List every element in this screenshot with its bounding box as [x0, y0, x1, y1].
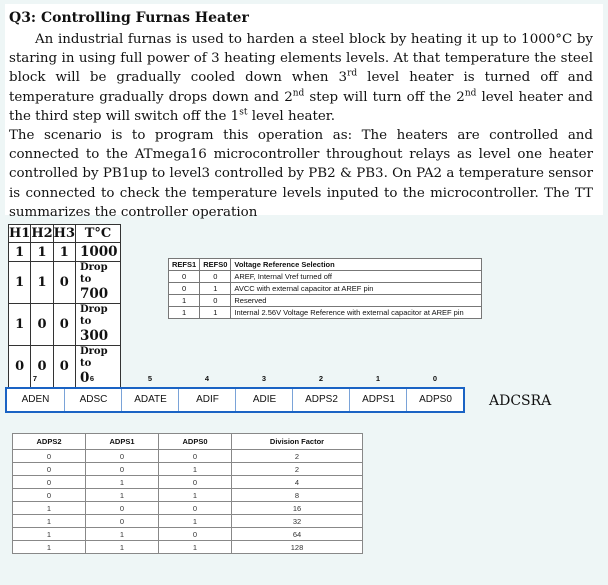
cell-h3: 1	[53, 243, 75, 262]
refs-header-refs1: REFS1	[169, 259, 200, 271]
adps-row	[13, 476, 363, 489]
adps-table	[12, 433, 363, 554]
bit-name-aden: ADEN	[21, 394, 50, 405]
adps-cell: 1	[13, 528, 86, 541]
refs-cell: 0	[169, 283, 200, 295]
bit-number: 2	[318, 374, 324, 383]
adps-cell: 1	[159, 463, 232, 476]
adps-cell: 0	[159, 450, 232, 463]
header-h3: H3	[53, 226, 75, 241]
bit-number: 5	[147, 374, 153, 383]
cell-h1: 1	[9, 243, 31, 262]
adps-cell: 1	[159, 515, 232, 528]
adps-header-row	[13, 434, 363, 450]
adps-cell: 16	[232, 502, 363, 515]
cell-h3: 0	[53, 262, 75, 304]
heater-row	[9, 262, 121, 304]
bit-name-adps0: ADPS0	[406, 389, 464, 411]
adps-row	[13, 502, 363, 515]
cell-temp	[75, 243, 120, 262]
adps-row	[13, 450, 363, 463]
p1-text-e: level heater.	[247, 108, 335, 124]
refs-row	[169, 271, 482, 283]
adps-cell: 1	[13, 541, 86, 554]
cell-temp	[75, 304, 120, 346]
adps-cell: 128	[232, 541, 363, 554]
adps-header: ADPS0	[159, 434, 232, 450]
adps-cell: 1	[159, 489, 232, 502]
temp-value: 700	[79, 286, 109, 302]
cell-h1: 1	[9, 262, 31, 304]
cell-h2: 1	[31, 262, 53, 304]
cell-h1: 0	[9, 346, 31, 388]
adps-cell: 64	[232, 528, 363, 541]
adps-cell: 1	[86, 541, 159, 554]
bit-name-adsc: ADSC	[64, 389, 122, 411]
adps-cell: 4	[232, 476, 363, 489]
refs-row	[169, 283, 482, 295]
adps-row	[13, 515, 363, 528]
refs-cell: 1	[169, 295, 200, 307]
adps-cell: 1	[86, 489, 159, 502]
adps-cell: 0	[86, 450, 159, 463]
refs-header-refs0: REFS0	[200, 259, 231, 271]
temp-value: 0	[79, 370, 90, 386]
bit-name-adps1: ADPS1	[349, 389, 407, 411]
bit-name-row	[5, 387, 465, 413]
adps-cell: 0	[159, 502, 232, 515]
refs-header-row	[169, 259, 482, 271]
bit-name-adps2: ADPS2	[292, 389, 350, 411]
header-h1: H1	[9, 226, 31, 241]
adps-cell: 0	[86, 463, 159, 476]
p1-sup-4: st	[239, 107, 248, 118]
refs-cell: AREF, Internal Vref turned off	[231, 271, 482, 283]
bit-number: 3	[261, 374, 267, 383]
adps-cell: 0	[159, 528, 232, 541]
p1-sup-3: nd	[464, 88, 477, 99]
adps-cell: 0	[13, 476, 86, 489]
drop-to-label: Drop to	[79, 304, 108, 327]
adps-header: ADPS1	[86, 434, 159, 450]
refs-cell: 0	[200, 295, 231, 307]
cell-h2: 0	[31, 346, 53, 388]
adps-cell: 0	[13, 450, 86, 463]
bit-name-adie: ADIE	[235, 389, 293, 411]
bit-name-adif: ADIF	[178, 389, 236, 411]
p1-text-c: step will turn off the 2	[304, 89, 465, 105]
refs-header-selection: Voltage Reference Selection	[231, 259, 482, 271]
temp-value: 300	[79, 328, 109, 344]
adps-header: Division Factor	[232, 434, 363, 450]
adps-cell: 0	[159, 476, 232, 489]
refs-cell: Reserved	[231, 295, 482, 307]
adps-header: ADPS2	[13, 434, 86, 450]
drop-to-label: Drop to	[79, 346, 108, 369]
p1-sup-2: nd	[292, 88, 305, 99]
heater-row	[9, 243, 121, 262]
adps-cell: 1	[13, 515, 86, 528]
paragraph-1	[9, 30, 593, 126]
refs-table	[168, 258, 482, 319]
bit-number: 7	[32, 374, 38, 383]
bit-number: 1	[375, 374, 381, 383]
adps-row	[13, 463, 363, 476]
bit-number-row	[5, 374, 465, 386]
refs-row	[169, 307, 482, 319]
bit-number: 0	[432, 374, 438, 383]
adps-cell: 0	[86, 502, 159, 515]
adps-cell: 32	[232, 515, 363, 528]
refs-cell: 0	[200, 271, 231, 283]
temp-value: 1000	[79, 243, 118, 260]
header-temp: T°C	[75, 225, 120, 243]
refs-row	[169, 295, 482, 307]
adps-row	[13, 489, 363, 502]
header-h2: H2	[31, 226, 53, 241]
adps-cell: 8	[232, 489, 363, 502]
question-panel	[5, 4, 603, 220]
adps-cell: 1	[86, 476, 159, 489]
refs-cell: 1	[200, 307, 231, 319]
adps-cell: 0	[13, 489, 86, 502]
adcsra-label: ADCSRA	[489, 393, 552, 409]
refs-cell: AVCC with external capacitor at AREF pin	[231, 283, 482, 295]
cell-temp	[75, 262, 120, 304]
cell-h2: 0	[31, 304, 53, 346]
p1-text-a: An industrial furnas is used to harden a steel block by heating it up to 1000°C by staring in using full power of 3 heating elements levels. At that temperature the steel block will be gradually cooled down when 3	[9, 32, 593, 86]
adps-cell: 1	[86, 528, 159, 541]
heater-truth-table	[8, 224, 121, 388]
adps-cell: 2	[232, 450, 363, 463]
p1-sup-1: rd	[347, 68, 358, 79]
bit-number: 4	[204, 374, 210, 383]
adps-row	[13, 528, 363, 541]
question-body	[9, 30, 593, 222]
cell-h1: 1	[9, 304, 31, 346]
p1-text-d: level heater and the third step will switch off the 1	[9, 89, 593, 124]
bit-number: 6	[89, 374, 95, 383]
heater-row	[9, 304, 121, 346]
paragraph-2: The scenario is to program this operation as: The heaters are controlled and connected to the ATmega16 microcontroller throughout relays as level one heater controlled by PB1up to level3 controlled by PB2 & PB3. On PA2 a temperature sensor is connected to check the temperature levels inputed to the microcontroller. The TT summarizes the controller operation	[9, 128, 593, 220]
bit-name-adate: ADATE	[121, 389, 179, 411]
refs-cell: Internal 2.56V Voltage Reference with external capacitor at AREF pin	[231, 307, 482, 319]
drop-to-label: Drop to	[79, 262, 108, 285]
refs-cell: 0	[169, 271, 200, 283]
question-title: Q3: Controlling Furnas Heater	[9, 10, 249, 26]
cell-h3: 0	[53, 346, 75, 388]
refs-cell: 1	[200, 283, 231, 295]
adps-cell: 1	[159, 541, 232, 554]
adps-row	[13, 541, 363, 554]
refs-cell: 1	[169, 307, 200, 319]
adps-cell: 0	[13, 463, 86, 476]
adps-cell: 1	[13, 502, 86, 515]
adps-cell: 0	[86, 515, 159, 528]
cell-h2: 1	[31, 243, 53, 262]
cell-h3: 0	[53, 304, 75, 346]
p1-text-b: level heater is turned off and temperature gradually drops down and 2	[9, 70, 593, 105]
adps-cell: 2	[232, 463, 363, 476]
heater-table-header-row	[9, 225, 121, 243]
